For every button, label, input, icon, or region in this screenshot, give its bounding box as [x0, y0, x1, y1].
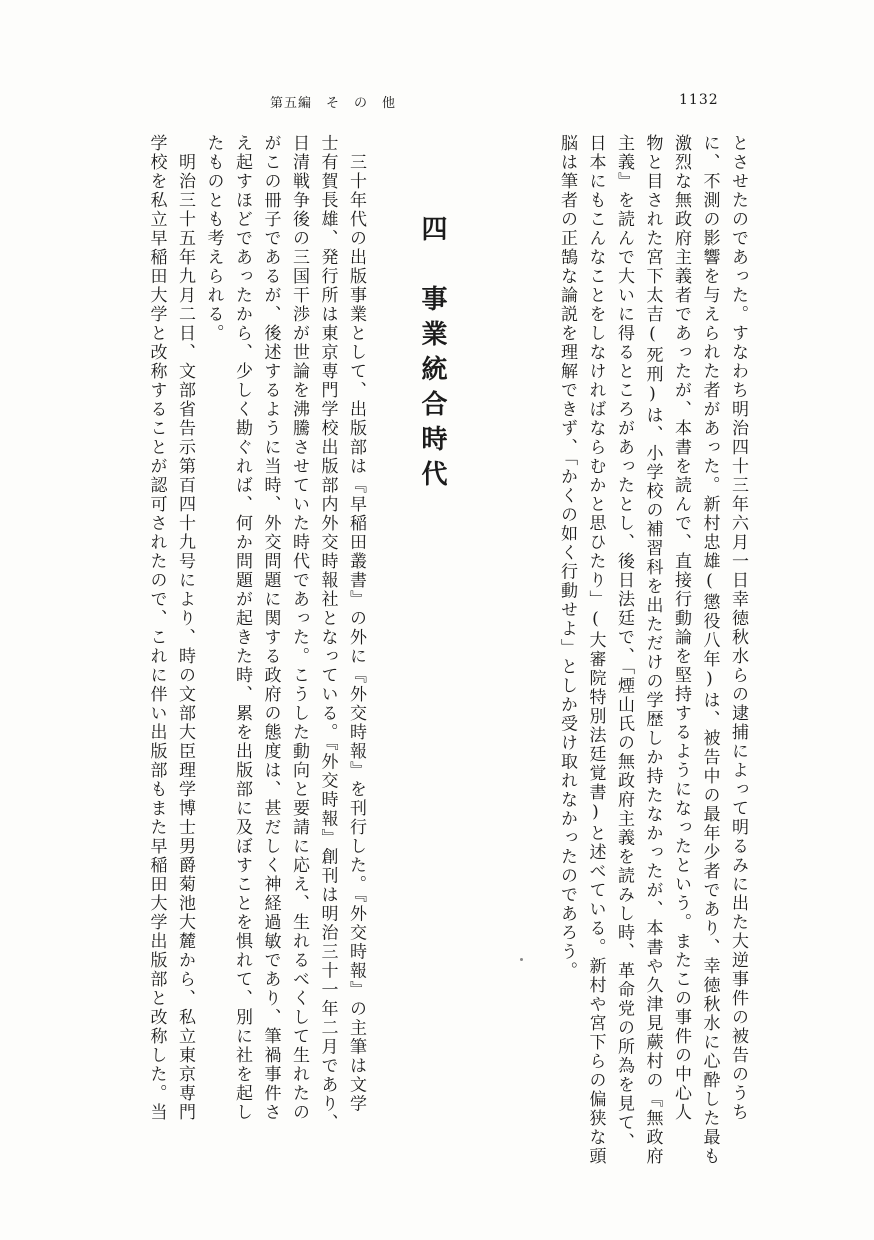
section-text-block: 三十年代の出版事業として、出版部は『早稲田叢書』の外に『外交時報』を刊行した。『外交時報』の主筆は文学 士有賀長雄、発行所は東京専門学校出版部内外交時報社となっている。『外交時報』創刊は明治三十一年二月であり、 日清戦争後の三国干渉が世論を沸騰させていた時代であった。こうした動向と要請に応え、生れるべくして生れたの がこの冊子であるが、後述するように当時、外交問題に関する政府の態度は、甚だしく神経過敏であり、筆禍事件さ え起すほどであったから、少しく勘ぐれば、何か問題が起きた時、累を出版部に及ぼすことを惧れて、別に社を起し たものとも考えられる。 明治三十五年九月二日、文部省告示第百四十九号により、時の文部大臣理学博士男爵菊池大麓から、私立東京専門 学校を私立早稲田大学と改称することが認可されたので、これに伴い出版部もまた早稲田大学出版部と改称した。当	[146, 134, 366, 1133]
page-number: 1132	[679, 92, 719, 108]
section-heading: 四 事業統合時代	[417, 215, 447, 495]
ink-speck	[520, 958, 523, 961]
main-text-block: とさせたのであった。すなわち明治四十三年六月一日幸徳秋水らの逮捕によって明るみに出た大逆事件の被告のうち に、不測の影響を与えられた者があった。新村忠雄(懲役八年)は、被告中の最年少者であり、幸徳秋水に心酔した最も 激烈な無政府主義者であったが、本書を読んで、直接行動論を堅持するようになったという。またこの事件の中心人 物と目された宮下太吉(死刑)は、小学校の補習科を出ただけの学歴しか持たなかったが、本書や久津見蕨村の『無政府 主義』を読んで大いに得るところがあったとし、後日法廷で、「煙山氏の無政府主義を読みし時、革命党の所為を見て、 日本にもこんなことをしなければならむかと思ひたり」(大審院特別法廷覚書)と述べている。新村や宮下らの偏狭な頭 脳は筆者の正鵠な論説を理解できず、「かくの如く行動せよ」としか受け取れなかったのであろう。	[557, 134, 748, 1166]
running-head: 第五編 そ の 他	[270, 96, 397, 111]
